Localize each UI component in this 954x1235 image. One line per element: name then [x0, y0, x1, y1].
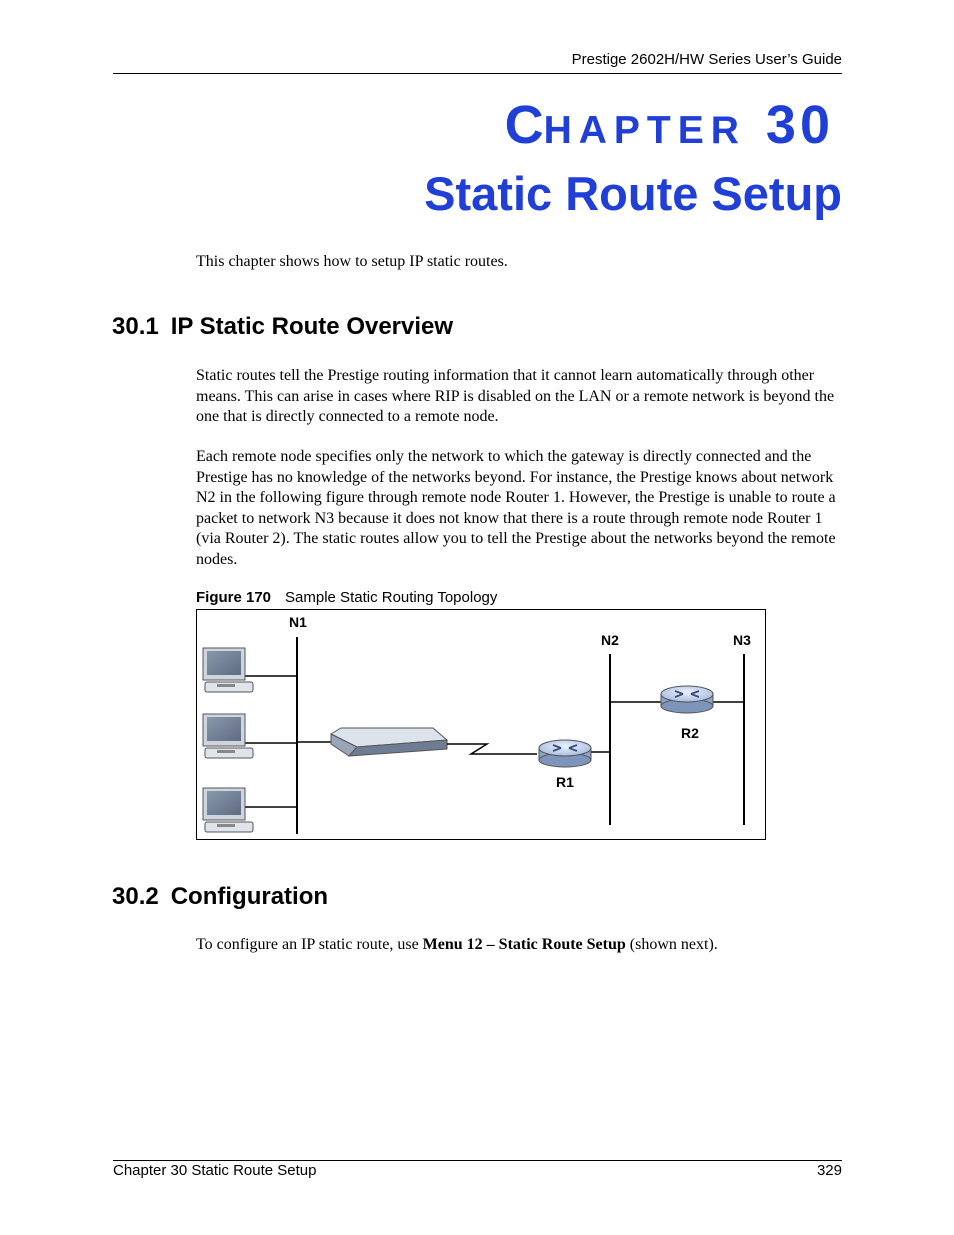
router-r2-icon	[661, 686, 713, 713]
label-n1: N1	[289, 614, 307, 630]
overview-paragraph-1: Static routes tell the Prestige routing information that it cannot learn automatically through other means. This can arise in cases where RIP is disabled on the LAN or a remote network is beyond the one that is directly connected to a remote node.	[196, 367, 835, 425]
computer-icon	[203, 714, 253, 758]
computer-icon	[203, 648, 253, 692]
chapter-number: 30	[765, 95, 834, 155]
topology-diagram	[197, 610, 767, 841]
label-r2: R2	[681, 725, 699, 741]
section-title: IP Static Route Overview	[170, 313, 454, 340]
wan-link	[447, 744, 537, 754]
section-heading-overview	[112, 313, 453, 341]
footer-chapter-title: Chapter 30 Static Route Setup	[113, 1162, 317, 1179]
chapter-label	[504, 95, 834, 155]
figure-caption-text: Sample Static Routing Topology	[285, 589, 498, 606]
configuration-paragraph	[196, 935, 844, 956]
chapter-label-initial: C	[504, 95, 544, 155]
intro-paragraph: This chapter shows how to setup IP static routes.	[196, 253, 508, 270]
chapter-label-rest: HAPTER	[543, 109, 746, 152]
computer-icon	[203, 788, 253, 832]
label-r1: R1	[556, 774, 574, 790]
overview-paragraph-2: Each remote node specifies only the network to which the gateway is directly connected and the Prestige has no knowledge of the networks beyond. For instance, the Prestige knows about network N2 in the following figure through remote node Router 1. However, the Prestige is unable to route a packet to network N3 because it does not know that there is a route through remote node Router 1 (via Router 2). The static routes allow you to tell the Prestige about the networks beyond the remote nodes.	[196, 448, 836, 568]
prestige-device-icon	[331, 728, 447, 756]
section-number: 30.2	[112, 883, 159, 910]
label-n3: N3	[733, 632, 751, 648]
topology-figure	[196, 609, 766, 840]
figure-label: Figure 170	[196, 589, 272, 606]
configuration-text-after: (shown next).	[625, 936, 718, 953]
figure-caption	[196, 589, 497, 606]
running-header: Prestige 2602H/HW Series User’s Guide	[571, 51, 842, 68]
section-title: Configuration	[170, 883, 329, 910]
section-heading-configuration	[112, 883, 328, 911]
menu-reference: Menu 12 – Static Route Setup	[422, 936, 626, 953]
footer-page-number: 329	[816, 1162, 842, 1179]
header-rule	[113, 73, 842, 74]
footer-rule	[113, 1160, 842, 1161]
chapter-title: Static Route Setup	[424, 167, 842, 220]
label-n2: N2	[601, 632, 619, 648]
section-number: 30.1	[112, 313, 159, 340]
configuration-text-before: To configure an IP static route, use	[196, 936, 423, 953]
router-r1-icon	[539, 740, 591, 767]
